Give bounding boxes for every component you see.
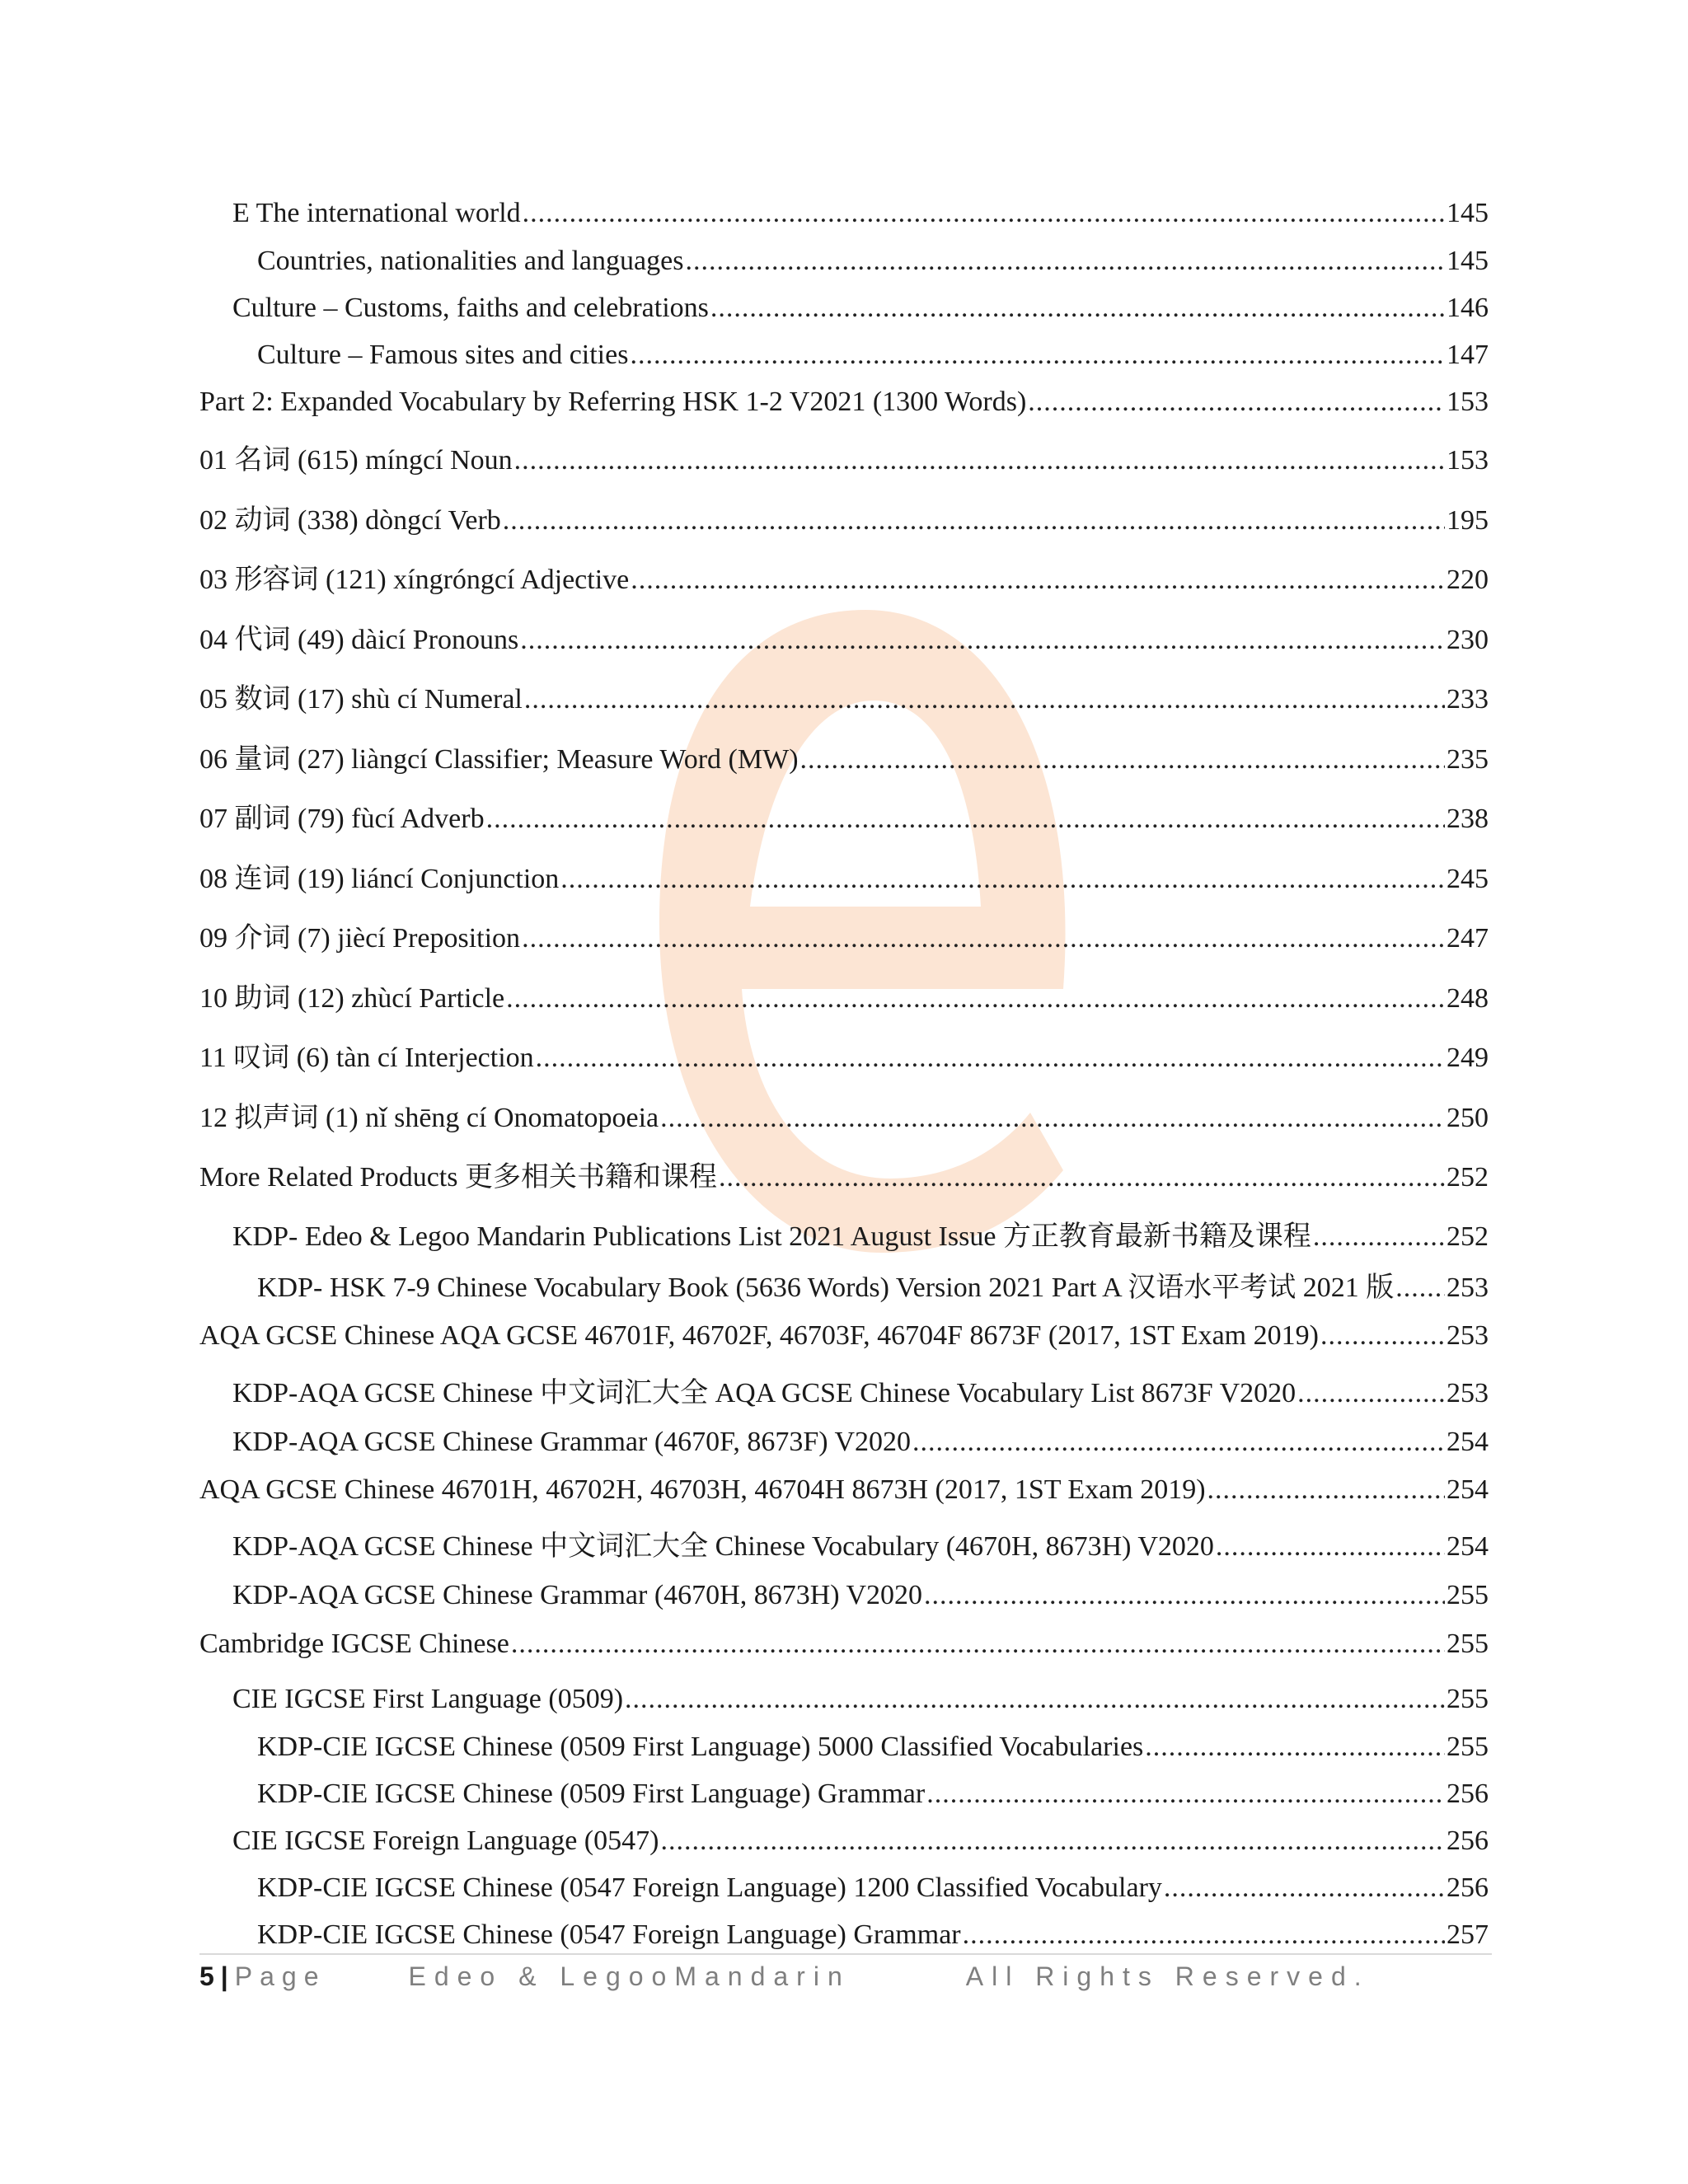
toc-entry-title: 05 数词 (17) shù cí Numeral <box>199 684 523 715</box>
toc-entry[interactable] <box>0 1271 1688 1305</box>
toc-leader-dots <box>1164 1871 1445 1905</box>
toc-leader-dots <box>625 1682 1445 1717</box>
toc-leader-dots <box>1395 1271 1445 1305</box>
toc-entry-title: 11 叹词 (6) tàn cí Interjection <box>199 1043 534 1073</box>
toc-entry[interactable] <box>0 1918 1688 1952</box>
toc-entry[interactable] <box>0 443 1688 478</box>
toc-entry-title: Countries, nationalities and languages <box>257 246 684 276</box>
toc-entry-title: 10 助词 (12) zhùcí Particle <box>199 983 505 1014</box>
toc-entry-page: 249 <box>1447 1043 1489 1073</box>
toc-entry-title: 08 连词 (19) liáncí Conjunction <box>199 864 560 894</box>
footer-page-word: Page <box>234 1961 326 1991</box>
toc-leader-dots <box>524 682 1445 717</box>
toc-entry[interactable] <box>0 1530 1688 1564</box>
footer-page-number: 5 <box>199 1961 214 1991</box>
toc-entry-page: 247 <box>1447 923 1489 954</box>
toc-entry-title: KDP-AQA GCSE Chinese Grammar (4670F, 8673F) V2020 <box>232 1427 912 1457</box>
toc-entry[interactable] <box>0 1319 1688 1353</box>
toc-entry-title: 01 名词 (615) míngcí Noun <box>199 445 513 476</box>
toc-entry-title: AQA GCSE Chinese AQA GCSE 46701F, 46702F, 46703F, 46704F 8673F (2017, 1ST Exam 2019) <box>199 1320 1319 1351</box>
toc-entry[interactable] <box>0 1376 1688 1411</box>
toc-entry-title: Culture – Customs, faiths and celebrations <box>232 293 709 323</box>
toc-entry[interactable] <box>0 743 1688 777</box>
toc-entry-title: 12 拟声词 (1) nǐ shēng cí Onomatopoeia <box>199 1103 659 1133</box>
toc-entry-title: More Related Products 更多相关书籍和课程 <box>199 1162 717 1193</box>
toc-leader-dots <box>1320 1319 1445 1353</box>
toc-entry-page: 230 <box>1447 625 1489 655</box>
toc-entry-page: 153 <box>1447 445 1489 476</box>
toc-entry-title: Part 2: Expanded Vocabulary by Referring HSK 1-2 V2021 (1300 Words) <box>199 387 1027 417</box>
toc-entry-title: 09 介词 (7) jiècí Preposition <box>199 923 521 954</box>
toc-leader-dots <box>486 802 1445 837</box>
toc-entry-title: 07 副词 (79) fùcí Adverb <box>199 804 485 834</box>
toc-entry[interactable] <box>0 623 1688 658</box>
toc-entry-page: 256 <box>1447 1825 1489 1856</box>
toc-leader-dots <box>560 862 1445 897</box>
toc-entry-page: 233 <box>1447 684 1489 715</box>
toc-entry-page: 220 <box>1447 565 1489 595</box>
toc-entry[interactable] <box>0 1627 1688 1661</box>
toc-leader-dots <box>1028 385 1445 419</box>
toc-leader-dots <box>924 1578 1445 1613</box>
toc-entry[interactable] <box>0 1871 1688 1905</box>
toc-leader-dots <box>503 504 1445 538</box>
toc-entry[interactable] <box>0 1160 1688 1195</box>
toc-leader-dots <box>536 1041 1445 1076</box>
toc-entry-title: KDP-AQA GCSE Chinese 中文词汇大全 Chinese Vocabulary (4670H, 8673H) V2020 <box>232 1531 1214 1562</box>
toc-entry[interactable] <box>0 1682 1688 1717</box>
toc-entry-title: KDP- HSK 7-9 Chinese Vocabulary Book (5636 Words) Version 2021 Part A 汉语水平考试 2021 版 <box>257 1272 1395 1303</box>
toc-leader-dots <box>660 1824 1445 1858</box>
toc-leader-dots <box>719 1160 1445 1195</box>
toc-leader-dots <box>963 1918 1445 1952</box>
toc-entry-title: KDP-CIE IGCSE Chinese (0547 Foreign Language) Grammar <box>257 1919 961 1950</box>
toc-entry-page: 252 <box>1447 1221 1489 1252</box>
toc-entry-title: E The international world <box>232 198 521 228</box>
toc-entry-page: 153 <box>1447 387 1489 417</box>
toc-entry-title: Cambridge IGCSE Chinese <box>199 1629 509 1659</box>
toc-entry-page: 145 <box>1447 198 1489 228</box>
toc-entry[interactable] <box>0 244 1688 279</box>
toc-entry-page: 195 <box>1447 505 1489 536</box>
toc-leader-dots <box>511 1627 1445 1661</box>
toc-entry-title: 03 形容词 (121) xíngróngcí Adjective <box>199 565 630 595</box>
toc-leader-dots <box>685 244 1445 279</box>
toc-entry[interactable] <box>0 921 1688 956</box>
toc-entry[interactable] <box>0 1824 1688 1858</box>
toc-leader-dots <box>522 921 1445 956</box>
toc-entry-page: 250 <box>1447 1103 1489 1133</box>
toc-entry-title: KDP-AQA GCSE Chinese Grammar (4670H, 8673H) V2020 <box>232 1580 923 1610</box>
toc-entry-page: 255 <box>1447 1580 1489 1610</box>
toc-entry[interactable] <box>0 802 1688 837</box>
toc-entry-title: 02 动词 (338) dòngcí Verb <box>199 505 501 536</box>
toc-entry[interactable] <box>0 504 1688 538</box>
toc-entry-page: 255 <box>1447 1684 1489 1714</box>
toc-entry[interactable] <box>0 982 1688 1016</box>
footer-brand: Edeo & LegooMandarin <box>408 1961 851 1991</box>
toc-entry[interactable] <box>0 1730 1688 1765</box>
toc-leader-dots <box>1297 1376 1445 1411</box>
toc-entry-page: 254 <box>1447 1427 1489 1457</box>
toc-entry-title: KDP-CIE IGCSE Chinese (0509 First Language) Grammar <box>257 1779 926 1809</box>
toc-entry[interactable] <box>0 338 1688 373</box>
toc-entry-page: 254 <box>1447 1531 1489 1562</box>
toc-leader-dots <box>1207 1473 1445 1507</box>
toc-leader-dots <box>710 291 1445 326</box>
toc-leader-dots <box>506 982 1445 1016</box>
toc-entry-page: 257 <box>1447 1919 1489 1950</box>
toc-leader-dots <box>520 623 1445 658</box>
toc-entry-title: KDP-AQA GCSE Chinese 中文词汇大全 AQA GCSE Chinese Vocabulary List 8673F V2020 <box>232 1378 1296 1408</box>
toc-entry-page: 252 <box>1447 1162 1489 1193</box>
toc-entry[interactable] <box>0 196 1688 231</box>
toc-leader-dots <box>912 1425 1445 1460</box>
footer-separator: | <box>220 1961 228 1991</box>
toc-entry[interactable] <box>0 1777 1688 1811</box>
toc-entry-page: 245 <box>1447 864 1489 894</box>
toc-entry-page: 238 <box>1447 804 1489 834</box>
toc-entry-title: Culture – Famous sites and cities <box>257 340 629 370</box>
toc-leader-dots <box>514 443 1445 478</box>
toc-leader-dots <box>800 743 1445 777</box>
toc-entry[interactable] <box>0 563 1688 598</box>
toc-leader-dots <box>660 1101 1445 1136</box>
toc-entry[interactable] <box>0 1578 1688 1613</box>
toc-entry-page: 248 <box>1447 983 1489 1014</box>
toc-entry-page: 255 <box>1447 1629 1489 1659</box>
toc-entry-page: 253 <box>1447 1320 1489 1351</box>
toc-entry-title: KDP- Edeo & Legoo Mandarin Publications List 2021 August Issue 方正教育最新书籍及课程 <box>232 1221 1311 1252</box>
toc-entry-page: 255 <box>1447 1732 1489 1762</box>
toc-entry[interactable] <box>0 1041 1688 1076</box>
toc-entry[interactable] <box>0 1425 1688 1460</box>
toc-entry[interactable] <box>0 1220 1688 1254</box>
toc-entry-page: 254 <box>1447 1474 1489 1505</box>
toc-leader-dots <box>926 1777 1445 1811</box>
toc-entry-page: 145 <box>1447 246 1489 276</box>
toc-entry-page: 146 <box>1447 293 1489 323</box>
toc-entry-title: KDP-CIE IGCSE Chinese (0509 First Language) 5000 Classified Vocabularies <box>257 1732 1144 1762</box>
toc-entry-page: 253 <box>1447 1378 1489 1408</box>
toc-entry-page: 235 <box>1447 744 1489 775</box>
toc-leader-dots <box>631 563 1445 598</box>
toc-entry-title: KDP-CIE IGCSE Chinese (0547 Foreign Language) 1200 Classified Vocabulary <box>257 1872 1162 1903</box>
toc-entry[interactable] <box>0 1473 1688 1507</box>
toc-entry-page: 147 <box>1447 340 1489 370</box>
footer-rights: All Rights Reserved. <box>965 1961 1370 1991</box>
toc-entry-title: 04 代词 (49) dàicí Pronouns <box>199 625 519 655</box>
toc-entry[interactable] <box>0 862 1688 897</box>
toc-entry-title: 06 量词 (27) liàngcí Classifier; Measure Word (MW) <box>199 744 799 775</box>
toc-entry-title: CIE IGCSE Foreign Language (0547) <box>232 1825 659 1856</box>
toc-leader-dots <box>1313 1220 1445 1254</box>
toc-entry[interactable] <box>0 1101 1688 1136</box>
toc-entry-page: 256 <box>1447 1779 1489 1809</box>
toc-leader-dots <box>523 196 1445 231</box>
toc-entry-page: 256 <box>1447 1872 1489 1903</box>
toc-entry-page: 253 <box>1447 1272 1489 1303</box>
toc-entry[interactable] <box>0 682 1688 717</box>
toc-leader-dots <box>630 338 1445 373</box>
toc-leader-dots <box>1216 1530 1445 1564</box>
toc-entry-title: CIE IGCSE First Language (0509) <box>232 1684 624 1714</box>
toc-leader-dots <box>1145 1730 1445 1765</box>
toc-entry[interactable] <box>0 385 1688 419</box>
toc-entry-title: AQA GCSE Chinese 46701H, 46702H, 46703H, 46704H 8673H (2017, 1ST Exam 2019) <box>199 1474 1206 1505</box>
toc-entry[interactable] <box>0 291 1688 326</box>
